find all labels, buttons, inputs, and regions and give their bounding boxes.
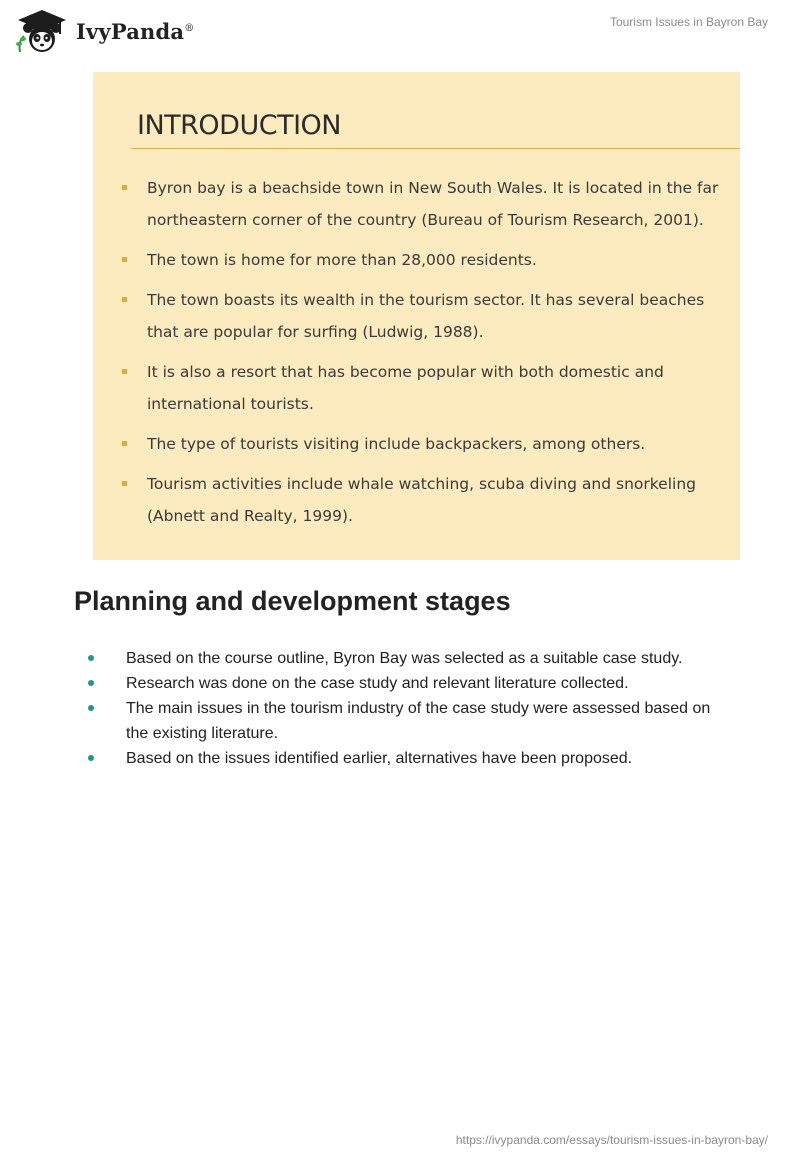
square-bullet-icon [122, 369, 127, 374]
slide-heading: INTRODUCTION [137, 110, 341, 141]
slide-list-item: The type of tourists visiting include backpackers, among others. [119, 428, 729, 460]
list-item: Research was done on the case study and relevant literature collected. [86, 671, 726, 696]
list-item: Based on the issues identified earlier, alternatives have been proposed. [86, 746, 726, 771]
square-bullet-icon [122, 185, 127, 190]
list-item: The main issues in the tourism industry of the case study were assessed based on the existing literature. [86, 696, 726, 746]
planning-bullet-list [86, 646, 726, 771]
document-title: Tourism Issues in Bayron Bay [609, 15, 768, 29]
square-bullet-icon [122, 481, 127, 486]
square-bullet-icon [122, 297, 127, 302]
list-item: Based on the course outline, Byron Bay was selected as a suitable case study. [86, 646, 726, 671]
square-bullet-icon [122, 441, 127, 446]
page-header [0, 0, 800, 60]
slide-bullet-list [119, 172, 729, 540]
dot-bullet-icon [88, 755, 94, 761]
slide-divider [131, 148, 740, 149]
section-heading: Planning and development stages [74, 586, 511, 616]
square-bullet-icon [122, 257, 127, 262]
source-url-link[interactable]: https://ivypanda.com/essays/tourism-issues-in-bayron-bay/ [455, 1133, 768, 1147]
panda-graduate-icon [14, 8, 70, 54]
slide-list-item: It is also a resort that has become popular with both domestic and international tourists. [119, 356, 729, 420]
ivypanda-logo[interactable] [14, 8, 194, 54]
slide-list-item: Tourism activities include whale watching, scuba diving and snorkeling (Abnett and Realty, 1999). [119, 468, 729, 532]
dot-bullet-icon [88, 705, 94, 711]
slide-list-item: The town boasts its wealth in the tourism sector. It has several beaches that are popular for surfing (Ludwig, 1988). [119, 284, 729, 348]
slide-list-item: The town is home for more than 28,000 residents. [119, 244, 729, 276]
introduction-slide [93, 72, 740, 560]
brand-name: IvyPanda® [76, 18, 195, 44]
slide-list-item: Byron bay is a beachside town in New South Wales. It is located in the far northeastern corner of the country (Bureau of Tourism Research, 2001). [119, 172, 729, 236]
dot-bullet-icon [88, 655, 94, 661]
dot-bullet-icon [88, 680, 94, 686]
